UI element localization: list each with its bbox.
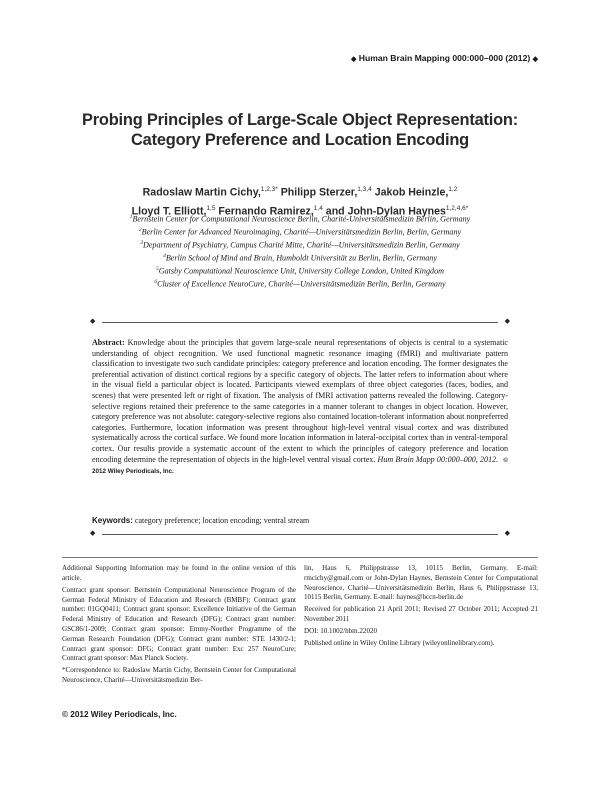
diamond-icon: ◆ <box>504 529 510 537</box>
footnote: Additional Supporting Information may be found in the online version of this article. <box>62 564 296 582</box>
affiliation: $^1$Bernstein Center for Computational Neuroscience Berlin, Charité-Universitätsmedizin Berlin, Germany <box>129 214 471 224</box>
abstract <box>92 338 508 478</box>
affiliation-list <box>60 212 540 290</box>
footnotes-right <box>304 564 538 651</box>
diamond-icon: ◆ <box>504 317 510 325</box>
diamond-icon: ◆ <box>90 317 96 325</box>
author-affil-sup: 1,2,3* <box>260 186 278 193</box>
author-affil-sup: 1,5 <box>206 204 216 212</box>
paper-title <box>40 110 560 150</box>
footnote: *Correspondence to: Radoslaw Martin Cichy, Bernstein Center for Computational Neuroscience, Charité—Universitätsmedizin Ber- <box>62 666 296 685</box>
author-affil-sup: 1,3,4 <box>357 186 372 193</box>
title-line-2: Category Preference and Location Encoding <box>131 131 469 149</box>
abstract-citation: Hum Brain Mapp 00:000–000, 2012. <box>377 454 499 464</box>
journal-header <box>351 53 538 63</box>
diamond-icon: ◆ <box>532 56 538 63</box>
author-affil-sup: 1,2 <box>448 186 458 193</box>
author-name: Jakob Heinzle, <box>374 186 449 199</box>
author-affil-sup: 1,2,4,6* <box>445 204 469 212</box>
author-name: Lloyd T. Elliott, <box>131 205 207 218</box>
affiliation: $^3$Department of Psychiatry, Campus Charité Mitte, Charité—Universitätsmedizin Berlin, Germany <box>140 239 460 250</box>
abstract-copyright: © 2012 Wiley Periodicals, Inc. <box>92 456 508 476</box>
footnote: Contract grant sponsor: Bernstein Computational Neuroscience Program of the German Federal Ministry of Education and Research (BMBF); Contract grant number: 01GQ0411; Contract grant sponsor: Excellence Initiative of the German Federal Ministry of Education and Research (DFG); Contract grant number: GSC86/1-2009; Contract grant sponsor: Emmy-Noether Programme of the German Research Foundation (DFG); Contract grant number: STE 1430/2-1; Contract grant sponsor: DFG; Contract grant number: Exc 257 NeuroCure; Contract grant sponsor: Max Planck Society. <box>62 585 296 663</box>
title-line-1: Probing Principles of Large-Scale Object Representation: <box>82 111 518 129</box>
author-name: Radoslaw Martin Cichy, <box>142 186 261 199</box>
keywords-label: Keywords: <box>92 516 133 525</box>
affiliation: $^2$Berlin Center for Advanced Neuroimaging, Charité—Universitätsmedizin Berlin, Berlin, Germany <box>138 226 462 237</box>
keywords <box>92 516 508 525</box>
affiliation: $^4$Berlin School of Mind and Brain, Humboldt Universität zu Berlin, Berlin, Germany <box>163 252 437 263</box>
footnotes-left <box>62 564 296 688</box>
author-name: Fernando Ramirez, <box>218 205 314 218</box>
diamond-icon: ◆ <box>350 56 357 63</box>
author-name: Philipp Sterzer, <box>280 186 358 199</box>
footnote: lin, Haus 6, Philippstrasse 13, 10115 Berlin, Germany. E-mail: rmcichy@gmail.com or John-Dylan Haynes, Bernstein Center for Computational Neuroscience, Charité—Universitätsmedizin Berlin, Haus 6, Philippstrasse 13, 10115 Berlin, Germany. E-mail: haynes@bccn-berlin.de <box>304 564 538 602</box>
diamond-icon: ◆ <box>90 529 96 537</box>
abstract-label: Abstract: <box>92 338 125 347</box>
footnote: Received for publication 21 April 2011; Revised 27 October 2011; Accepted 21 November 2011 <box>304 605 538 624</box>
keywords-text: category preference; location encoding; ventral stream <box>134 516 310 525</box>
journal-citation: Human Brain Mapping 000:000–000 (2012) <box>358 53 531 63</box>
footer-copyright: © 2012 Wiley Periodicals, Inc. <box>62 710 177 719</box>
footnote: DOI: 10.1002/hbm.22020 <box>304 627 378 636</box>
author-affil-sup: 1,4 <box>313 204 323 212</box>
footnote-rule <box>62 557 538 558</box>
affiliation: $^6$Cluster of Excellence NeuroCure, Charité—Universitätsmedizin Berlin, Berlin, Germany <box>154 278 446 289</box>
footnote: Published online in Wiley Online Library (wileyonlinelibrary.com). <box>304 639 495 648</box>
abstract-text: Knowledge about the principles that govern large-scale neural representations of objects is central to a systematic understanding of object recognition. We used functional magnetic resonance imaging (fMRI) and multivariate pattern classification to investigate two such candidate principles: category preference and location encoding. The former designates the preferential activation of distinct cortical regions by a specific category of objects. The latter refers to information about where in the visual field a particular object is located. Participants viewed exemplars of three object categories (faces, bodies, and scenes) that were presented left or right of fixation. The analysis of fMRI activation patterns revealed the following. Category-selective regions retained their preference to the same categories in a manner tolerant to changes in object location. However, category preference was not absolute: category-selective regions also contained location-tolerant information about nonpreferred categories. Furthermore, location information was present throughout high-level ventral visual cortex and was distributed systematically across the cortical surface. We found more location information in lateral-occipital cortex than in ventral-temporal cortex. Our results provide a systematic account of the extent to which the principles of category preference and location encoding determine the representation of objects in the high-level ventral visual cortex. <box>92 338 509 464</box>
affiliation: $^5$Gatsby Computational Neuroscience Unit, University College London, United Kingdom <box>156 265 444 276</box>
author-name: and John-Dylan Haynes <box>325 205 446 218</box>
